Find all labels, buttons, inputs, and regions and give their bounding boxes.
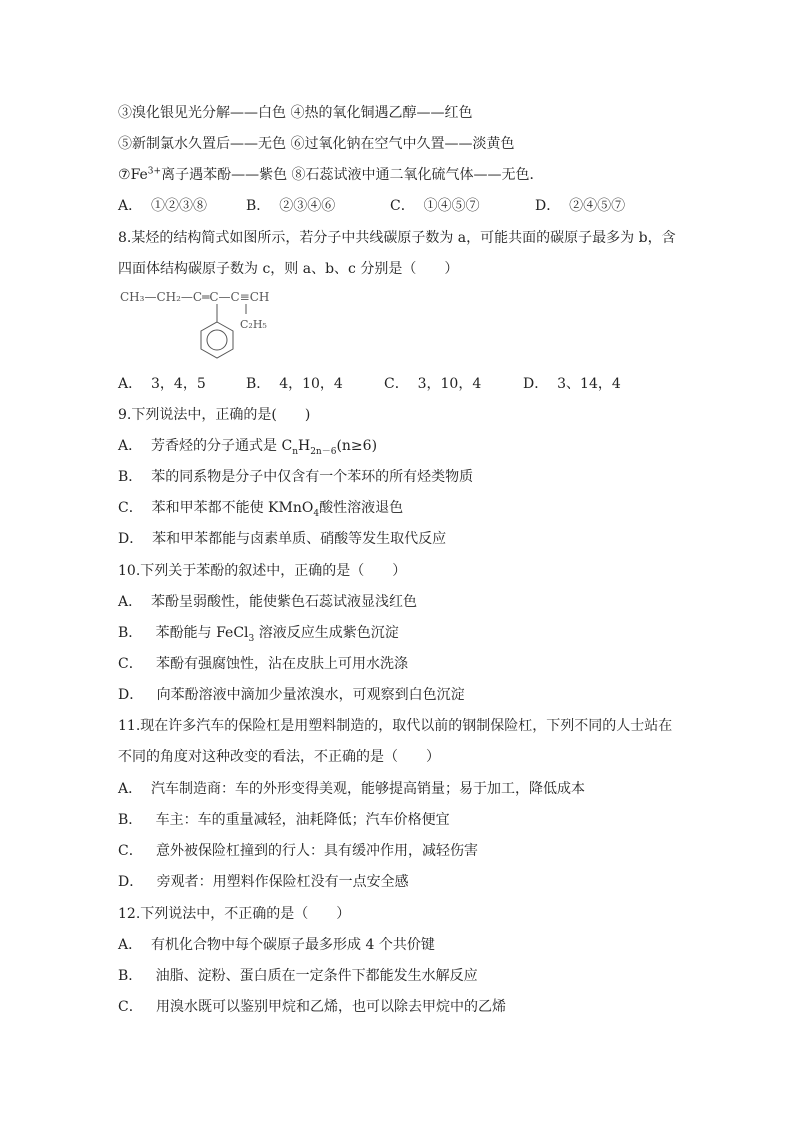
q9-a-sub: 2n－6	[310, 446, 337, 457]
q10-stem: 10.下列关于苯酚的叙述中，正确的是（ ）	[118, 563, 407, 579]
q11-stem-line-1: 11.现在许多汽车的保险杠是用塑料制造的，取代以前的钢制保险杠，下列不同的人士站在	[118, 718, 673, 734]
q11-option-a: A． 汽车制造商：车的外形变得美观，能够提高销量；易于加工，降低成本	[118, 781, 586, 797]
benzene-aromatic-circle	[207, 330, 227, 350]
q8-option-a: A． 3，4，5	[118, 376, 206, 392]
q9-a-pre: A． 芳香烃的分子通式是 C	[118, 438, 293, 454]
q9-a-post: (n≥6)	[336, 438, 378, 454]
q10-option-a: A． 苯酚呈弱酸性，能使紫色石蕊试液显浅红色	[118, 594, 418, 610]
fe-charge: 3+	[147, 166, 162, 177]
q9-option-a	[118, 436, 377, 456]
q7-option-d: D． ②④⑤⑦	[535, 198, 626, 214]
q10-b-pre: B． 苯酚能与 FeCl	[118, 625, 249, 641]
q9-option-d: D． 苯和甲苯都能与卤素单质、硝酸等发生取代反应	[118, 531, 447, 547]
q10-b-post: 溶液反应生成紫色沉淀	[254, 625, 399, 641]
q11-option-b: B． 车主：车的重量减轻，油耗降低；汽车价格便宜	[118, 812, 450, 828]
struct-ethyl: C₂H₅	[240, 318, 267, 331]
q8-option-c: C． 3，10，4	[384, 376, 482, 392]
q8-option-d: D． 3、14，4	[523, 376, 621, 392]
q10-option-d: D． 向苯酚溶液中滴加少量浓溴水，可观察到白色沉淀	[118, 687, 465, 703]
q11-stem-line-2: 不同的角度对这种改变的看法，不正确的是（ ）	[118, 749, 440, 765]
q7-option-a: A． ①②③⑧	[118, 198, 208, 214]
struct-main-chain: CH₃—CH₂—C═C—C≡CH	[120, 290, 270, 304]
structural-formula-drawing	[118, 286, 338, 366]
q8-stem-line-2: 四面体结构碳原子数为 c，则 a、b、c 分别是（ ）	[118, 261, 459, 277]
fe-ion: Fe	[130, 167, 148, 183]
benzene-ring	[201, 322, 233, 358]
q11-option-c: C． 意外被保险杠撞到的行人：具有缓冲作用，减轻伤害	[118, 843, 479, 859]
q9-stem: 9.下列说法中，正确的是( )	[118, 407, 311, 423]
q7-line-7-rest: 离子遇苯酚——紫色 ⑧石蕊试液中通二氧化硫气体——无色．	[161, 167, 544, 183]
q7-line-7-8	[118, 165, 544, 185]
q12-option-c: C． 用溴水既可以鉴别甲烷和乙烯，也可以除去甲烷中的乙烯	[118, 999, 507, 1015]
q8-option-b: B． 4，10，4	[246, 376, 343, 392]
q7-option-c: C． ①④⑤⑦	[390, 198, 480, 214]
q10-b-sub: 3	[248, 633, 255, 644]
structural-formula	[118, 286, 338, 366]
q11-option-d: D． 旁观者：用塑料作保险杠没有一点安全感	[118, 874, 409, 890]
q10-option-c: C． 苯酚有强腐蚀性，沾在皮肤上可用水洗涤	[118, 656, 409, 672]
q8-stem-line-1: 8.某烃的结构简式如图所示，若分子中共线碳原子数为 a，可能共面的碳原子最多为 b，含	[118, 230, 676, 246]
q9-option-b: B． 苯的同系物是分子中仅含有一个苯环的所有烃类物质	[118, 469, 474, 485]
q9-c-sub: 4	[313, 508, 320, 519]
q7-line-5-6: ⑤新制氯水久置后——无色 ⑥过氧化钠在空气中久置——淡黄色	[118, 136, 515, 152]
q7-option-b: B． ②③④⑥	[246, 198, 336, 214]
q12-option-a: A． 有机化合物中每个碳原子最多形成 4 个共价键	[118, 937, 435, 953]
q7-line-3-4: ③溴化银见光分解——白色 ④热的氧化铜遇乙醇——红色	[118, 105, 473, 121]
q9-option-c	[118, 498, 403, 518]
q9-c-pre: C． 苯和甲苯都不能使 KMnO	[118, 500, 314, 516]
q9-c-post: 酸性溶液退色	[319, 500, 404, 516]
q10-option-b	[118, 623, 399, 643]
q12-stem: 12.下列说法中，不正确的是（ ）	[118, 906, 351, 922]
q12-option-b: B． 油脂、淀粉、蛋白质在一定条件下都能发生水解反应	[118, 968, 478, 984]
q9-a-n: n	[292, 446, 298, 457]
q9-a-h: H	[297, 438, 311, 454]
q7-line-7-prefix: ⑦	[118, 167, 131, 183]
